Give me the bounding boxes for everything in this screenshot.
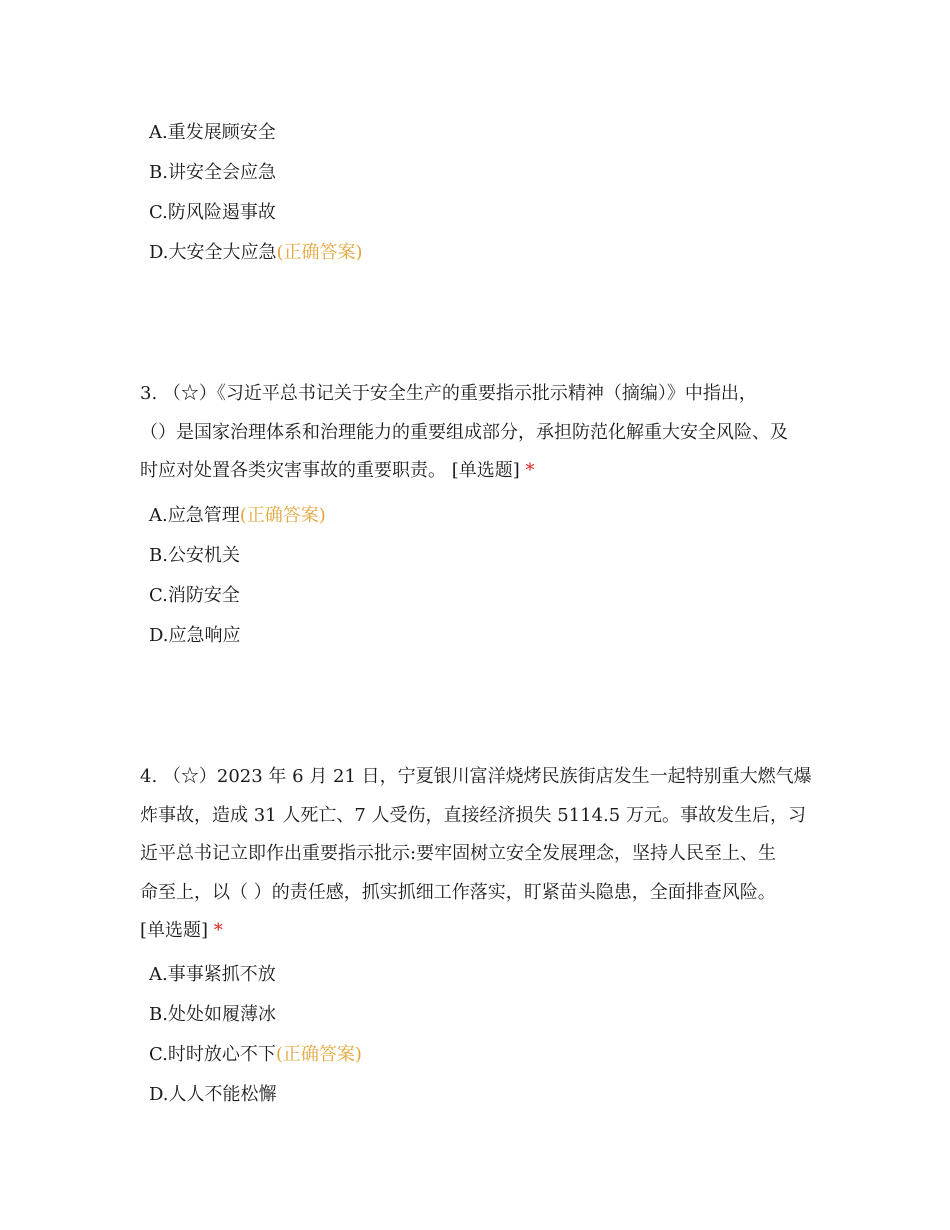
q2-options [149, 122, 363, 264]
q3-text-line-2: （）是国家治理体系和治理能力的重要组成部分，承担防范化解重大安全风险、及 [140, 421, 788, 443]
required-mark: * [525, 460, 535, 481]
question-type-tag: [单选题] [451, 460, 520, 481]
q3-text-line-3: 时应对处置各类灾害事故的重要职责。 [单选题] * [140, 460, 535, 481]
q4-option-c: C.时时放心不下(正确答案) [149, 1044, 362, 1065]
correct-answer-label: (正确答案) [239, 505, 326, 526]
question-type-tag: [单选题] [140, 920, 209, 941]
q4-option-d: D.人人不能松懈 [149, 1084, 277, 1105]
q3-text-line-1: 3. （☆）《习近平总书记关于安全生产的重要指示批示精神（摘编）》中指出， [140, 383, 757, 404]
q4-text-line-4: 命至上，以（ ）的责任感，抓实抓细工作落实，盯紧苗头隐患，全面排查风险。 [140, 881, 776, 903]
q4-options [149, 964, 362, 1106]
q3-option-d: D.应急响应 [149, 625, 241, 646]
question-4 [140, 766, 830, 959]
q2-option-d: D.大安全大应急(正确答案) [149, 242, 363, 263]
q4-text-line-3: 近平总书记立即作出重要指示批示:要牢固树立安全发展理念，坚持人民至上、生 [140, 843, 777, 864]
correct-answer-label: (正确答案) [276, 242, 363, 263]
q4-text-line-2: 炸事故，造成 31 人死亡、7 人受伤，直接经济损失 5114.5 万元。事故发生后，习 [140, 804, 806, 826]
q2-option-c: C.防风险遏事故 [149, 202, 276, 223]
required-mark: * [213, 920, 223, 941]
question-3 [140, 383, 830, 499]
q2-option-a: A.重发展顾安全 [149, 122, 276, 143]
q3-option-c: C.消防安全 [149, 585, 240, 606]
q4-option-b: B.处处如履薄冰 [149, 1004, 276, 1025]
q3-option-a: A.应急管理(正确答案) [149, 505, 326, 526]
q3-option-b: B.公安机关 [149, 545, 240, 566]
q2-option-b: B.讲安全会应急 [149, 162, 276, 183]
q4-option-a: A.事事紧抓不放 [149, 964, 276, 985]
q4-text-line-5 [140, 920, 830, 942]
q4-text-line-1: 4. （☆）2023 年 6 月 21 日，宁夏银川富洋烧烤民族街店发生一起特别重大燃气爆 [140, 766, 812, 787]
q3-options [149, 505, 326, 647]
correct-answer-label: (正确答案) [275, 1044, 362, 1065]
